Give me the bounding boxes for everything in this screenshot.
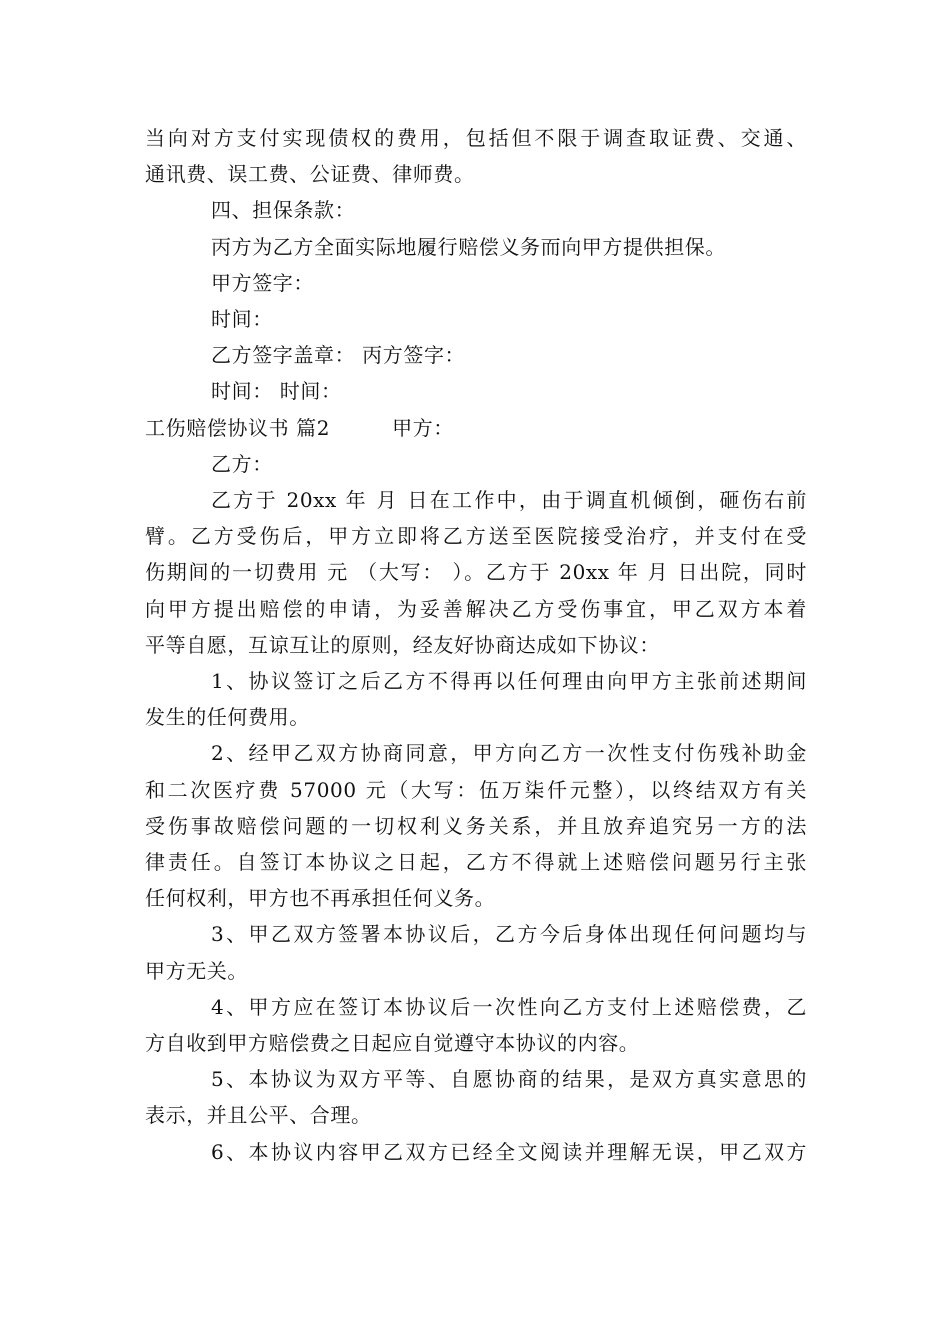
text-line: 通讯费、误工费、公证费、律师费。 [145,162,475,187]
clause-1: 1、协议签订之后乙方不得再以任何理由向甲方主张前述期间 [211,669,807,694]
agreement-title: 工伤赔偿协议书 篇2 [145,415,331,440]
text-line: 任何权利，甲方也不再承担任何义务。 [145,886,496,911]
text-line: 伤期间的一切费用 元 （大写： ）。乙方于 20xx 年 月 日出院，同时 [145,560,807,585]
clause-5: 5、本协议为双方平等、自愿协商的结果，是双方真实意思的 [211,1067,807,1092]
signature-time: 时间： [211,307,273,332]
clause-3: 3、甲乙双方签署本协议后，乙方今后身体出现任何问题均与 [211,922,807,947]
party-a-label: 甲方： [392,415,454,440]
text-line: 向甲方提出赔偿的申请，为妥善解决乙方受伤事宜，甲乙双方本着 [145,596,807,621]
text-line: 发生的任何费用。 [145,705,310,730]
text-line: 当向对方支付实现债权的费用，包括但不限于调查取证费、交通、 [145,126,807,150]
text-line: 受伤事故赔偿问题的一切权利义务关系，并且放弃追究另一方的法 [145,813,807,838]
signature-times: 时间： 时间： [211,379,342,404]
document-body [145,120,807,1170]
signature-party-a: 甲方签字： [211,270,314,295]
text-line: 律责任。自签订本协议之日起，乙方不得就上述赔偿问题另行主张 [145,850,807,875]
text-line: 甲方无关。 [145,958,248,983]
clause-2: 2、经甲乙双方协商同意，甲方向乙方一次性支付伤残补助金 [211,741,807,766]
section-heading-guarantee: 四、担保条款： [211,198,356,223]
text-line: 平等自愿，互谅互让的原则，经友好协商达成如下协议： [145,632,660,657]
party-b-label: 乙方： [211,451,273,476]
text-line: 臂。乙方受伤后，甲方立即将乙方送至医院接受治疗，并支付在受 [145,524,807,549]
text-line: 乙方于 20xx 年 月 日在工作中，由于调直机倾倒，砸伤右前 [211,488,807,513]
clause-6: 6、本协议内容甲乙双方已经全文阅读并理解无误，甲乙双方 [211,1139,807,1164]
text-line: 表示，并且公平、合理。 [145,1103,372,1128]
text-line: 丙方为乙方全面实际地履行赔偿义务而向甲方提供担保。 [211,234,726,259]
text-line: 方自收到甲方赔偿费之日起应自觉遵守本协议的内容。 [145,1031,640,1056]
clause-4: 4、甲方应在签订本协议后一次性向乙方支付上述赔偿费，乙 [211,994,807,1019]
signature-party-b-c: 乙方签字盖章： 丙方签字： [211,343,466,368]
text-line: 和二次医疗费 57000 元（大写：伍万柒仟元整），以终结双方有关 [145,777,807,802]
agreement-title-row [145,410,807,446]
